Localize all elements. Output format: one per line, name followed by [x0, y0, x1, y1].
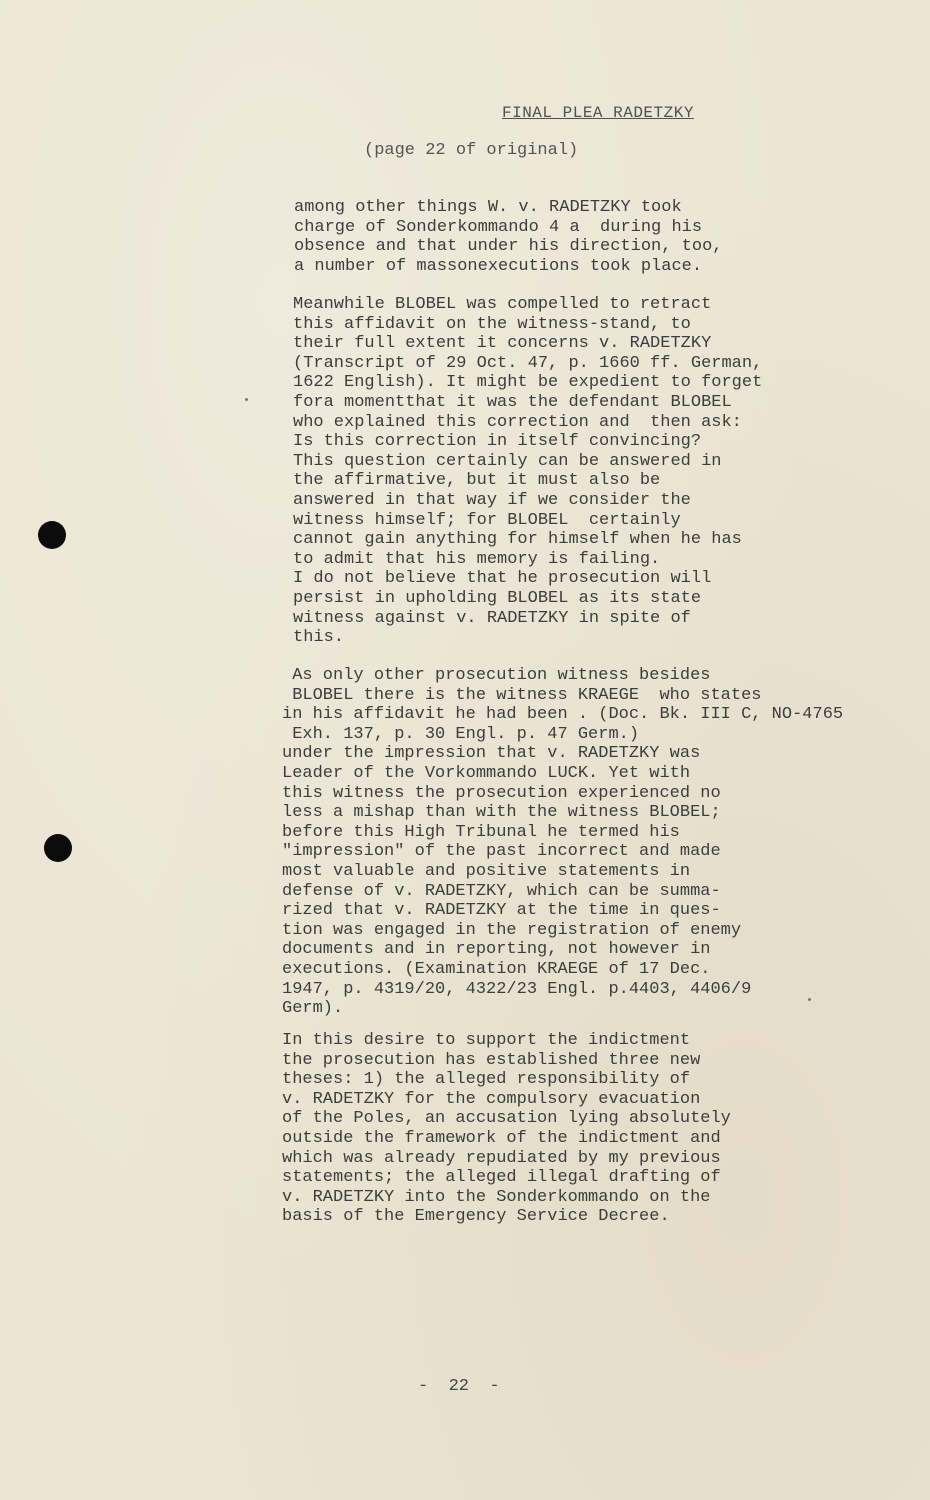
document-header: FINAL PLEA RADETZKY: [502, 104, 694, 122]
paper-speck: [245, 398, 248, 401]
paper-speck: [808, 998, 811, 1001]
page-reference: (page 22 of original): [364, 141, 579, 160]
punch-hole-top: [38, 521, 66, 549]
paragraph-1: among other things W. v. RADETZKY took charge of Sonderkommando 4 a during his obsence and that under his direction, too, a number of massonexecutions took place.: [294, 198, 723, 276]
page-number: - 22 -: [418, 1377, 500, 1396]
paragraph-3: As only other prosecution witness besides BLOBEL there is the witness KRAEGE who states in his affidavit he had been . (Doc. Bk. III C, NO-4765 Exh. 137, p. 30 Engl. p. 47 Germ.) under the impression that v. RADETZKY was Leader of the Vorkommando LUCK. Yet with this witness the prosecution experienced no less a mishap than with the witness BLOBEL; before this High Tribunal he termed his "impression" of the past incorrect and made most valuable and positive statements in defense of v. RADETZKY, which can be summa- rized that v. RADETZKY at the time in ques- tion was engaged in the registration of enemy documents and in reporting, not however in executions. (Examination KRAEGE of 17 Dec. 1947, p. 4319/20, 4322/23 Engl. p.4403, 4406/9 Germ).: [282, 666, 844, 1019]
paragraph-2: Meanwhile BLOBEL was compelled to retract this affidavit on the witness-stand, to their full extent it concerns v. RADETZKY (Transcript of 29 Oct. 47, p. 1660 ff. German, 1622 English). It might be expedient to forget fora momentthat it was the defendant BLOBEL who explained this correction and then ask: Is this correction in itself convincing? This question certainly can be answered in the affirmative, but it must also be answered in that way if we consider the witness himself; for BLOBEL certainly cannot gain anything for himself when he has to admit that his memory is failing. I do not believe that he prosecution will persist in upholding BLOBEL as its state witness against v. RADETZKY in spite of this.: [293, 295, 763, 648]
paragraph-4: In this desire to support the indictment the prosecution has established three new theses: 1) the alleged responsibility of v. RADETZKY for the compulsory evacuation of the Poles, an accusation lying absolutely outside the framework of the indictment and which was already repudiated by my previous statements; the alleged illegal drafting of v. RADETZKY into the Sonderkommando on the basis of the Emergency Service Decree.: [282, 1031, 731, 1227]
punch-hole-bottom: [44, 834, 72, 862]
